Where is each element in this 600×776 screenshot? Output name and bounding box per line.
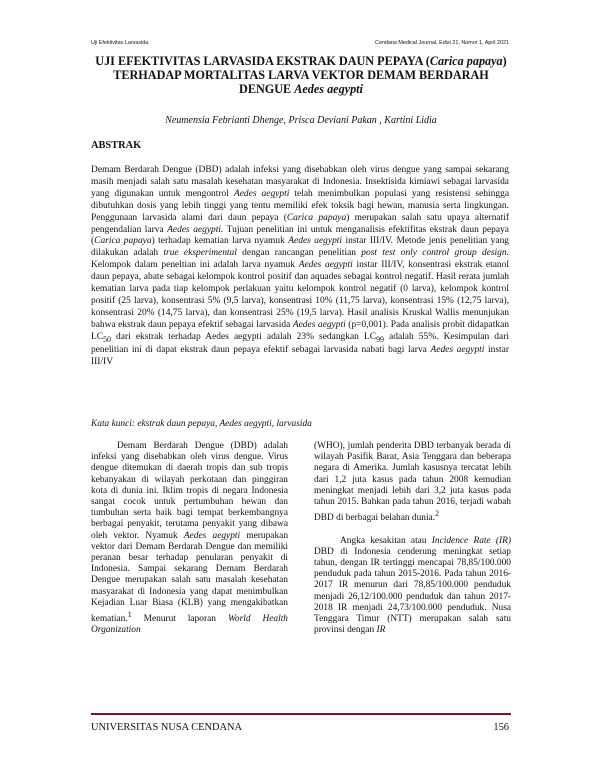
body-italic: Aedes aegypti [183, 530, 241, 541]
body-column-right [314, 441, 511, 636]
body-column-left [91, 441, 288, 637]
abstract-text: Kelompok dalam peneltian ini adalah larva nyamuk [91, 260, 299, 271]
abstract-text: instar III/IV [91, 345, 510, 368]
abstract-paragraph [91, 165, 509, 369]
keywords: Kata kunci: ekstrak daun pepaya, Aedes aegypti, larvasida [91, 419, 312, 429]
article-title [91, 54, 511, 96]
abstract-text: instar III/IV, konsentrasi ekstrak etanol daun pepaya, abate sebagai kelompok kontrol positif dan aquades sebagai kontrol negatif. Hasil rerata jumlah kematian larva pada tiap kelompok perlakuan yaitu kelompok kontrol negatif (0 larva), kelompok kontrol positif (25 larva), konsentrasi 5% (9,5 larva), konsentrasi 10% (11,75 larva), konsentrasi 15% (12,75 larva), konsentrasi 20% (14,75 larva), dan konsentrasi 25% (19,5 larva). Hasil analisis Kruskal Wallis menunjukan bahwa ekstrak daun pepaya efektif sebagai larvasida [91, 260, 509, 330]
abstract-italic: Carica papaya [94, 236, 152, 247]
abstract-heading: ABSTRAK [91, 140, 142, 151]
body-text: Demam Berdarah Dengue (DBD) adalah infeksi yang disebabkan oleh virus dengue. Virus dengue ditemukan di daerah tropis dan sub tropis kebanyakan di wilayah perkotaan dan pinggiran kota di dunia ini. Iklim tropis di negara Indonesia sangat cocok untuk pertumbuhan hewan dan tumbuhan serta baik bagi tempat berkembangnya berbagai penyakit, terutama penyakit yang dibawa oleh vektor. Nyamuk [91, 441, 288, 541]
body-italic: World Health Organization [91, 614, 288, 636]
body-text: (WHO), jumlah penderita DBD terbanyak berada di wilayah Pasifik Barat, Asia Tenggara dan beberapa negara di Amerika. Jumlah kasusnya tercatat lebih dari 1,2 juta kasus pada tahun 2008 kemudian meningkat menjadi lebih dari 3,2 juta kasus pada tahun 2015. Bahkan pada tahun 2016, terjadi wabah DBD di berbagai belahan dunia. [314, 441, 511, 524]
body-text: Menurut laporan [131, 614, 228, 625]
page-number: 156 [493, 722, 509, 733]
abstract-body [91, 165, 509, 369]
body-paragraph [314, 441, 511, 525]
title-italic-2: Aedes aegypti [294, 82, 363, 96]
abstract-text: ) terhadap kematian larva nyamuk [151, 236, 289, 247]
abstract-text: (p=0,001). Pada analisis probit didapatkan LC [91, 319, 509, 342]
abstract-italic: Aedes aegypti. [167, 224, 224, 235]
footer-university: UNIVERSITAS NUSA CENDANA [91, 722, 242, 733]
title-part-1: UJI EFEKTIVITAS LARVASIDA EKSTRAK DAUN PEPAYA ( [95, 54, 430, 68]
abstract-italic: Aedes aegypti [233, 188, 290, 199]
body-text: Angka kesakitan atau [340, 535, 432, 546]
lc50-subscript: 50 [103, 334, 111, 344]
lc99-subscript: 99 [376, 334, 384, 344]
abstract-italic: Aedes aegypti [292, 319, 346, 330]
body-text: DBD di Indonesia cenderung meningkat setiap tahun, dengan IR tertinggi mencapai 78,85/100.000 penduduk pada tahun 2015-2016. Pada tahun 2016-2017 IR menurun dari 78,85/100.000 penduduk menjadi 26,12/100.000 penduduk dan tahun 2017-2018 IR menjadi 24,73/100.000 penduduk. Nusa Tenggara Timur (NTT) merupakan salah satu provinsi dengan [314, 546, 511, 636]
abstract-text: instar III/IV. Metode jenis penelitian yang dilakukan adalah [91, 236, 510, 259]
abstract-text: dari ekstrak terhadap Aedes aegypti adalah 23% sedangkan LC [110, 331, 377, 342]
abstract-italic: Aedes aegypti [288, 236, 343, 247]
citation-superscript: 2 [435, 509, 439, 519]
running-header-right: Cendana Medical Journal, Edisi 21, Nomor 1, April 2021 [375, 40, 509, 46]
abstract-italic: Aedes aegypti [298, 260, 353, 271]
abstract-text: ) merupakan salah satu upaya alternatif pengendalian larva [91, 212, 509, 235]
body-paragraph [91, 441, 288, 637]
body-text: merupakan vektor dari Demam Berdarah Dengue dan memiliki peranan besar terhadap penularan penyakit di Indonesia. Sampai sekarang Demam Berdarah Dengue merupakan salah satu masalah kesehatan masyarakat di Indonesia yang dapat menimbulkan Kejadian Luar Biasa (KLB) yang mengakibatkan kematian. [91, 530, 289, 625]
title-part-2: ) TERHADAP MORTALITAS LARVA VEKTOR DEMAM BERDARAH DENGUE [113, 54, 507, 96]
paragraph-gap [314, 525, 511, 536]
body-italic: IR [376, 625, 386, 636]
title-italic-1: Carica papaya [429, 54, 503, 68]
body-italic: Incidence Rate (IR) [431, 535, 511, 546]
abstract-italic: true eksperimental [163, 248, 237, 259]
abstract-italic: post test only control group design. [361, 248, 509, 259]
author-list: Neumensia Febrianti Dhenge, Prisca Deviani Pakan , Kartini Lidia [165, 115, 437, 126]
abstract-text: telah menimbulkan populasi yang resistensi sehingga dibutuhkan dosis yang lebih tinggi yang tentu memiliki efek toksik bagi hewan, manusia serta lingkungan. Penggunaan larvasida alami dari daun pepaya ( [91, 188, 510, 223]
body-paragraph [314, 536, 511, 637]
abstract-italic: Aedes aegypti [430, 345, 485, 356]
citation-superscript: 1 [127, 610, 132, 620]
abstract-text: adalah 55%. Kesimpulan dari penelitian ini di dapat ekstrak daun pepaya efektif sebagai larvasida nabati bagi larva [91, 331, 509, 356]
abstract-text: dengan rancangan penelitian [236, 248, 362, 259]
abstract-italic: Carica papaya [286, 212, 347, 223]
abstract-text: Demam Berdarah Dengue (DBD) adalah infeksi yang disebabkan oleh virus dengue yang sampai sekarang masih menjadi salah satu masalah kesehatan masyarakat di Indonesia. Insektisida kimiawi sebagai larvasida yang digunakan untuk mengontrol [91, 165, 509, 199]
footer-rule [91, 713, 511, 715]
abstract-text: Tujuan penelitian ini untuk menganalisis efektifitas ekstrak daun pepaya ( [91, 224, 510, 247]
running-header-left: Uji Efektivitas Larvasida [91, 40, 149, 46]
